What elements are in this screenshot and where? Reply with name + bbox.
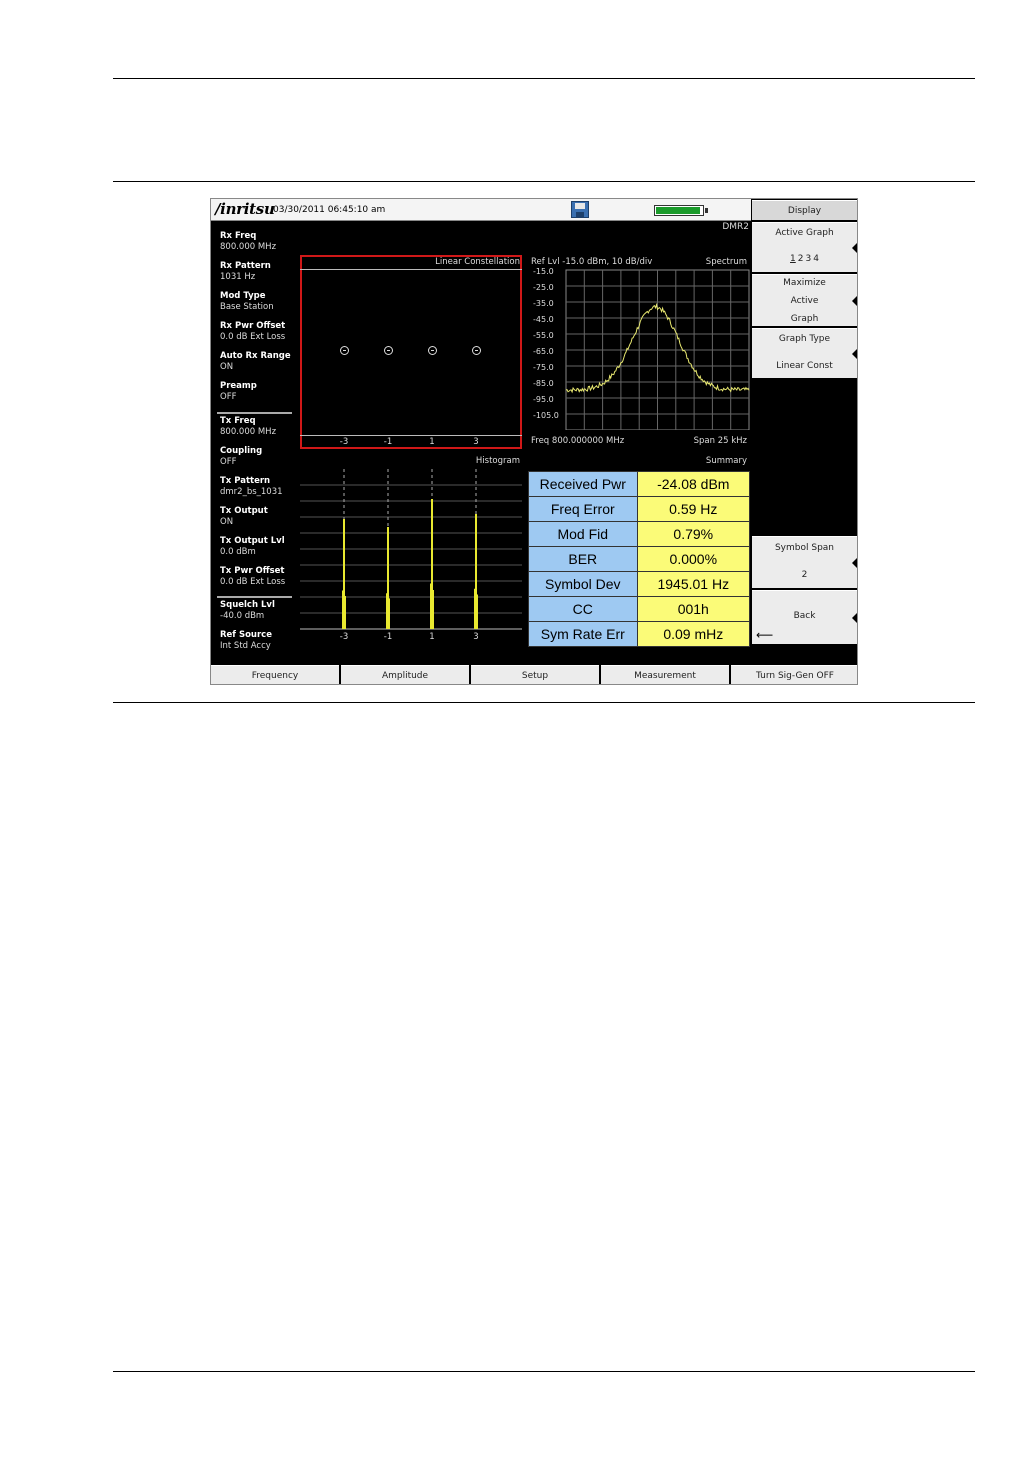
param-label: Tx Output Lvl bbox=[220, 536, 285, 546]
summary-label: Freq Error bbox=[529, 497, 638, 522]
summary-label: Symbol Dev bbox=[529, 572, 638, 597]
param-tx-pattern[interactable] bbox=[220, 476, 283, 498]
param-label: Coupling bbox=[220, 446, 263, 456]
param-label: Ref Source bbox=[220, 630, 272, 640]
summary-table bbox=[528, 471, 750, 647]
spectrum-y-tick: -25.0 bbox=[533, 283, 554, 292]
spectrum-title: Spectrum bbox=[705, 257, 747, 267]
summary-value: 0.79% bbox=[637, 522, 749, 547]
param-value: OFF bbox=[220, 457, 237, 467]
param-tx-pwr-offset[interactable] bbox=[220, 566, 285, 588]
param-separator bbox=[217, 596, 292, 598]
spectrum-y-tick: -85.0 bbox=[533, 379, 554, 388]
param-rx-pwr-offset[interactable] bbox=[220, 321, 285, 343]
param-value: ON bbox=[220, 517, 234, 527]
param-rx-pattern[interactable] bbox=[220, 261, 271, 283]
param-label: Rx Pattern bbox=[220, 261, 271, 271]
spectrum-y-tick: -35.0 bbox=[533, 299, 554, 308]
summary-row bbox=[529, 472, 750, 497]
active-graph-option-3[interactable]: 3 bbox=[805, 254, 812, 264]
figure-bottom-rule bbox=[113, 702, 975, 703]
bottom-menu-bar bbox=[211, 665, 858, 685]
histogram-graph[interactable] bbox=[300, 469, 522, 633]
histogram-tick-label: 1 bbox=[429, 632, 435, 642]
summary-row bbox=[529, 547, 750, 572]
param-coupling[interactable] bbox=[220, 446, 262, 468]
active-graph-option-1[interactable]: 1 bbox=[790, 254, 796, 264]
symbol-span-value: 2 bbox=[801, 570, 808, 580]
param-separator bbox=[217, 412, 292, 414]
spectrum-ref-label: Ref Lvl -15.0 dBm, 10 dB/div bbox=[531, 257, 653, 267]
summary-value: 0.000% bbox=[637, 547, 749, 572]
notch-icon bbox=[852, 295, 858, 307]
battery-tip bbox=[705, 208, 708, 213]
summary-value: 001h bbox=[637, 597, 749, 622]
maximize-line-2: Active bbox=[790, 296, 819, 306]
constellation-point bbox=[384, 346, 393, 355]
param-label: Squelch Lvl bbox=[220, 600, 275, 610]
param-value: 800.000 MHz bbox=[220, 242, 277, 252]
save-icon[interactable] bbox=[571, 201, 589, 218]
spectrum-span-label: Span 25 kHz bbox=[693, 436, 747, 446]
param-label: Rx Freq bbox=[220, 231, 257, 241]
summary-row bbox=[529, 597, 750, 622]
back-button[interactable] bbox=[752, 590, 857, 644]
constellation-axis-divider bbox=[300, 435, 522, 436]
title-bar bbox=[211, 199, 751, 221]
constellation-tick-label: 1 bbox=[429, 437, 435, 447]
menu-measurement[interactable]: Measurement bbox=[601, 665, 729, 685]
notch-icon bbox=[852, 348, 858, 360]
spectrum-y-tick: -15.0 bbox=[533, 267, 554, 276]
summary-row bbox=[529, 497, 750, 522]
constellation-title: Linear Constellation bbox=[435, 257, 520, 267]
constellation-point bbox=[472, 346, 481, 355]
brand-logo: /inritsu bbox=[215, 200, 275, 218]
param-label: Preamp bbox=[220, 381, 257, 391]
param-label: Tx Freq bbox=[220, 416, 256, 426]
back-label: Back bbox=[793, 611, 816, 621]
menu-title-label: Display bbox=[787, 206, 822, 216]
summary-label: Mod Fid bbox=[529, 522, 638, 547]
param-value: 800.000 MHz bbox=[220, 427, 277, 437]
param-value: Int Std Accy bbox=[220, 641, 271, 651]
symbol-span-button[interactable] bbox=[752, 536, 857, 588]
param-squelch-lvl[interactable] bbox=[220, 600, 275, 622]
param-value: dmr2_bs_1031 bbox=[220, 487, 283, 497]
param-value: 1031 Hz bbox=[220, 272, 256, 282]
param-value: OFF bbox=[220, 392, 237, 402]
summary-title: Summary bbox=[705, 456, 747, 466]
param-value: 0.0 dB Ext Loss bbox=[220, 577, 286, 587]
summary-row bbox=[529, 522, 750, 547]
notch-icon bbox=[852, 612, 858, 624]
constellation-panel[interactable] bbox=[300, 255, 522, 449]
summary-label: BER bbox=[529, 547, 638, 572]
date-time: 03/30/2011 06:45:10 am bbox=[273, 205, 386, 215]
summary-label: Sym Rate Err bbox=[529, 622, 638, 647]
param-auto-rx-range[interactable] bbox=[220, 351, 291, 373]
battery-fill bbox=[656, 207, 700, 214]
param-label: Tx Pwr Offset bbox=[220, 566, 285, 576]
figure-top-rule bbox=[113, 181, 975, 182]
spectrum-y-tick: -65.0 bbox=[533, 347, 554, 356]
graph-type-label: Graph Type bbox=[778, 334, 831, 344]
summary-value: 1945.01 Hz bbox=[637, 572, 749, 597]
param-rx-freq[interactable] bbox=[220, 231, 276, 253]
spectrum-graph[interactable] bbox=[530, 255, 750, 430]
param-label: Rx Pwr Offset bbox=[220, 321, 286, 331]
constellation-point bbox=[340, 346, 349, 355]
histogram-tick-label: -1 bbox=[383, 632, 393, 642]
constellation-title-divider bbox=[300, 269, 522, 270]
graph-type-button[interactable] bbox=[752, 328, 857, 378]
instrument-screen bbox=[210, 198, 858, 685]
param-value: 0.0 dBm bbox=[220, 547, 256, 557]
active-graph-button[interactable] bbox=[752, 222, 857, 272]
histogram-tick-label: -3 bbox=[339, 632, 349, 642]
notch-icon bbox=[852, 242, 858, 254]
mode-label: DMR2 bbox=[722, 222, 749, 232]
param-preamp[interactable] bbox=[220, 381, 257, 403]
menu-frequency[interactable]: Frequency bbox=[211, 665, 339, 685]
summary-row bbox=[529, 622, 750, 647]
notch-icon bbox=[852, 557, 858, 569]
constellation-tick-label: 3 bbox=[473, 437, 479, 447]
maximize-line-1: Maximize bbox=[783, 278, 826, 288]
constellation-tick-label: -3 bbox=[339, 437, 349, 447]
summary-label: Received Pwr bbox=[529, 472, 638, 497]
summary-label: CC bbox=[529, 597, 638, 622]
param-mod-type[interactable] bbox=[220, 291, 274, 313]
summary-value: -24.08 dBm bbox=[637, 472, 749, 497]
spectrum-y-tick: -95.0 bbox=[533, 395, 554, 404]
maximize-active-graph-button[interactable] bbox=[752, 274, 857, 326]
active-graph-label: Active Graph bbox=[775, 228, 834, 238]
spectrum-y-tick: -55.0 bbox=[533, 331, 554, 340]
constellation-tick-label: -1 bbox=[383, 437, 393, 447]
spectrum-freq-label: Freq 800.000000 MHz bbox=[531, 436, 625, 446]
battery-icon bbox=[654, 205, 704, 216]
menu-setup[interactable]: Setup bbox=[471, 665, 599, 685]
param-label: Tx Output bbox=[220, 506, 268, 516]
constellation-point bbox=[428, 346, 437, 355]
param-value: 0.0 dB Ext Loss bbox=[220, 332, 286, 342]
summary-value: 0.09 mHz bbox=[637, 622, 749, 647]
param-label: Mod Type bbox=[220, 291, 266, 301]
softkey-blank-5[interactable] bbox=[752, 432, 857, 482]
softkey-menu-title bbox=[752, 200, 857, 220]
param-tx-output-lvl[interactable] bbox=[220, 536, 285, 558]
spectrum-y-tick: -45.0 bbox=[533, 315, 554, 324]
param-ref-source[interactable] bbox=[220, 630, 272, 652]
active-graph-options bbox=[752, 254, 857, 264]
active-graph-option-4[interactable]: 4 bbox=[813, 254, 819, 264]
summary-value: 0.59 Hz bbox=[637, 497, 749, 522]
param-tx-freq[interactable] bbox=[220, 416, 276, 438]
param-tx-output[interactable] bbox=[220, 506, 268, 528]
menu-amplitude[interactable]: Amplitude bbox=[341, 665, 469, 685]
symbol-span-label: Symbol Span bbox=[774, 543, 835, 553]
histogram-title: Histogram bbox=[475, 456, 520, 466]
spectrum-y-tick: -75.0 bbox=[533, 363, 554, 372]
param-value: ON bbox=[220, 362, 234, 372]
param-label: Tx Pattern bbox=[220, 476, 271, 486]
param-value: -40.0 dBm bbox=[220, 611, 265, 621]
summary-row bbox=[529, 572, 750, 597]
softkey-blank-4[interactable] bbox=[752, 380, 857, 430]
graph-type-value: Linear Const bbox=[776, 361, 833, 371]
footer-rule bbox=[113, 1371, 975, 1372]
back-arrow-icon: ⟵ bbox=[756, 628, 774, 642]
histogram-tick-label: 3 bbox=[473, 632, 479, 642]
spectrum-y-tick: -105.0 bbox=[533, 411, 559, 420]
menu-turn-sig-gen-off[interactable]: Turn Sig-Gen OFF bbox=[731, 665, 858, 685]
active-graph-option-2[interactable]: 2 bbox=[797, 254, 804, 264]
top-rule bbox=[113, 78, 975, 79]
param-value: Base Station bbox=[220, 302, 274, 312]
param-label: Auto Rx Range bbox=[220, 351, 291, 361]
maximize-line-3: Graph bbox=[790, 314, 819, 324]
